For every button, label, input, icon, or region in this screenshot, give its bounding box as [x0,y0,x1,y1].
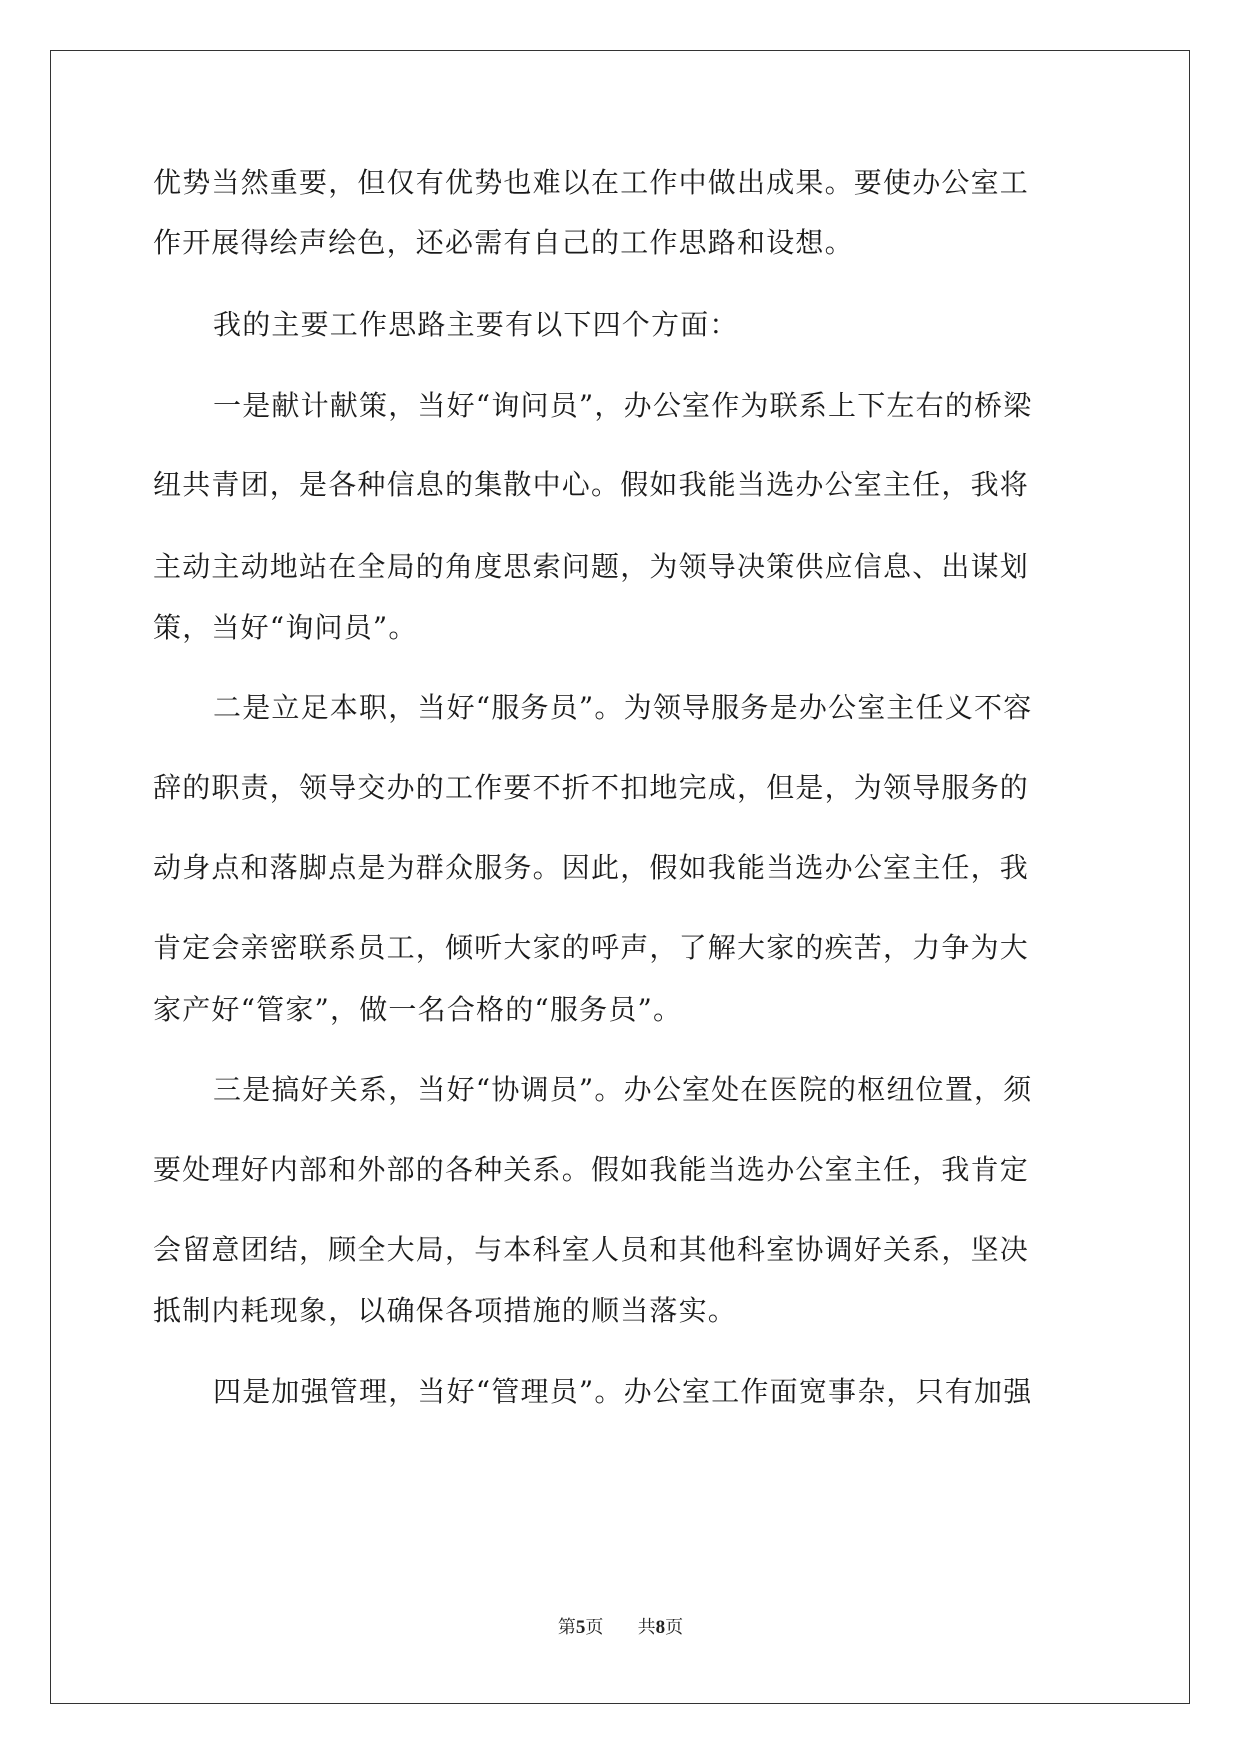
text-line: 四是加强管理，当好“管理员”。办公室工作面宽事杂，只有加强 [213,1375,1033,1408]
text-line: 辞的职责，领导交办的工作要不折不扣地完成，但是，为领导服务的 [153,771,1030,804]
text-line: 二是立足本职，当好“服务员”。为领导服务是办公室主任义不容 [213,691,1033,724]
text-line: 抵制内耗现象，以确保各项措施的顺当落实。 [153,1294,738,1327]
text-line: 肯定会亲密联系员工，倾听大家的呼声，了解大家的疾苦，力争为大 [153,931,1030,964]
text-line: 策，当好“询问员”。 [153,611,418,644]
page-footer [0,1617,1241,1639]
text-line: 三是搞好关系，当好“协调员”。办公室处在医院的枢纽位置，须 [213,1073,1033,1106]
text-line: 主动主动地站在全局的角度思索问题，为领导决策供应信息、出谋划 [153,550,1030,583]
text-line: 动身点和落脚点是为群众服务。因此，假如我能当选办公室主任，我 [153,851,1030,884]
text-line: 家产好“管家”，做一名合格的“服务员”。 [153,993,683,1026]
page-total: 共8页 [637,1617,684,1638]
text-line: 一是献计献策，当好“询问员”，办公室作为联系上下左右的桥梁 [213,389,1033,422]
text-line: 优势当然重要，但仅有优势也难以在工作中做出成果。要使办公室工 [153,166,1030,199]
text-line: 纽共青团，是各种信息的集散中心。假如我能当选办公室主任，我将 [153,468,1030,501]
text-line: 作开展得绘声绘色，还必需有自己的工作思路和设想。 [153,226,854,259]
text-line: 会留意团结，顾全大局，与本科室人员和其他科室协调好关系，坚决 [153,1233,1030,1266]
page-number: 第5页 [557,1617,604,1638]
text-line: 我的主要工作思路主要有以下四个方面： [213,308,739,341]
text-line: 要处理好内部和外部的各种关系。假如我能当选办公室主任，我肯定 [153,1153,1030,1186]
